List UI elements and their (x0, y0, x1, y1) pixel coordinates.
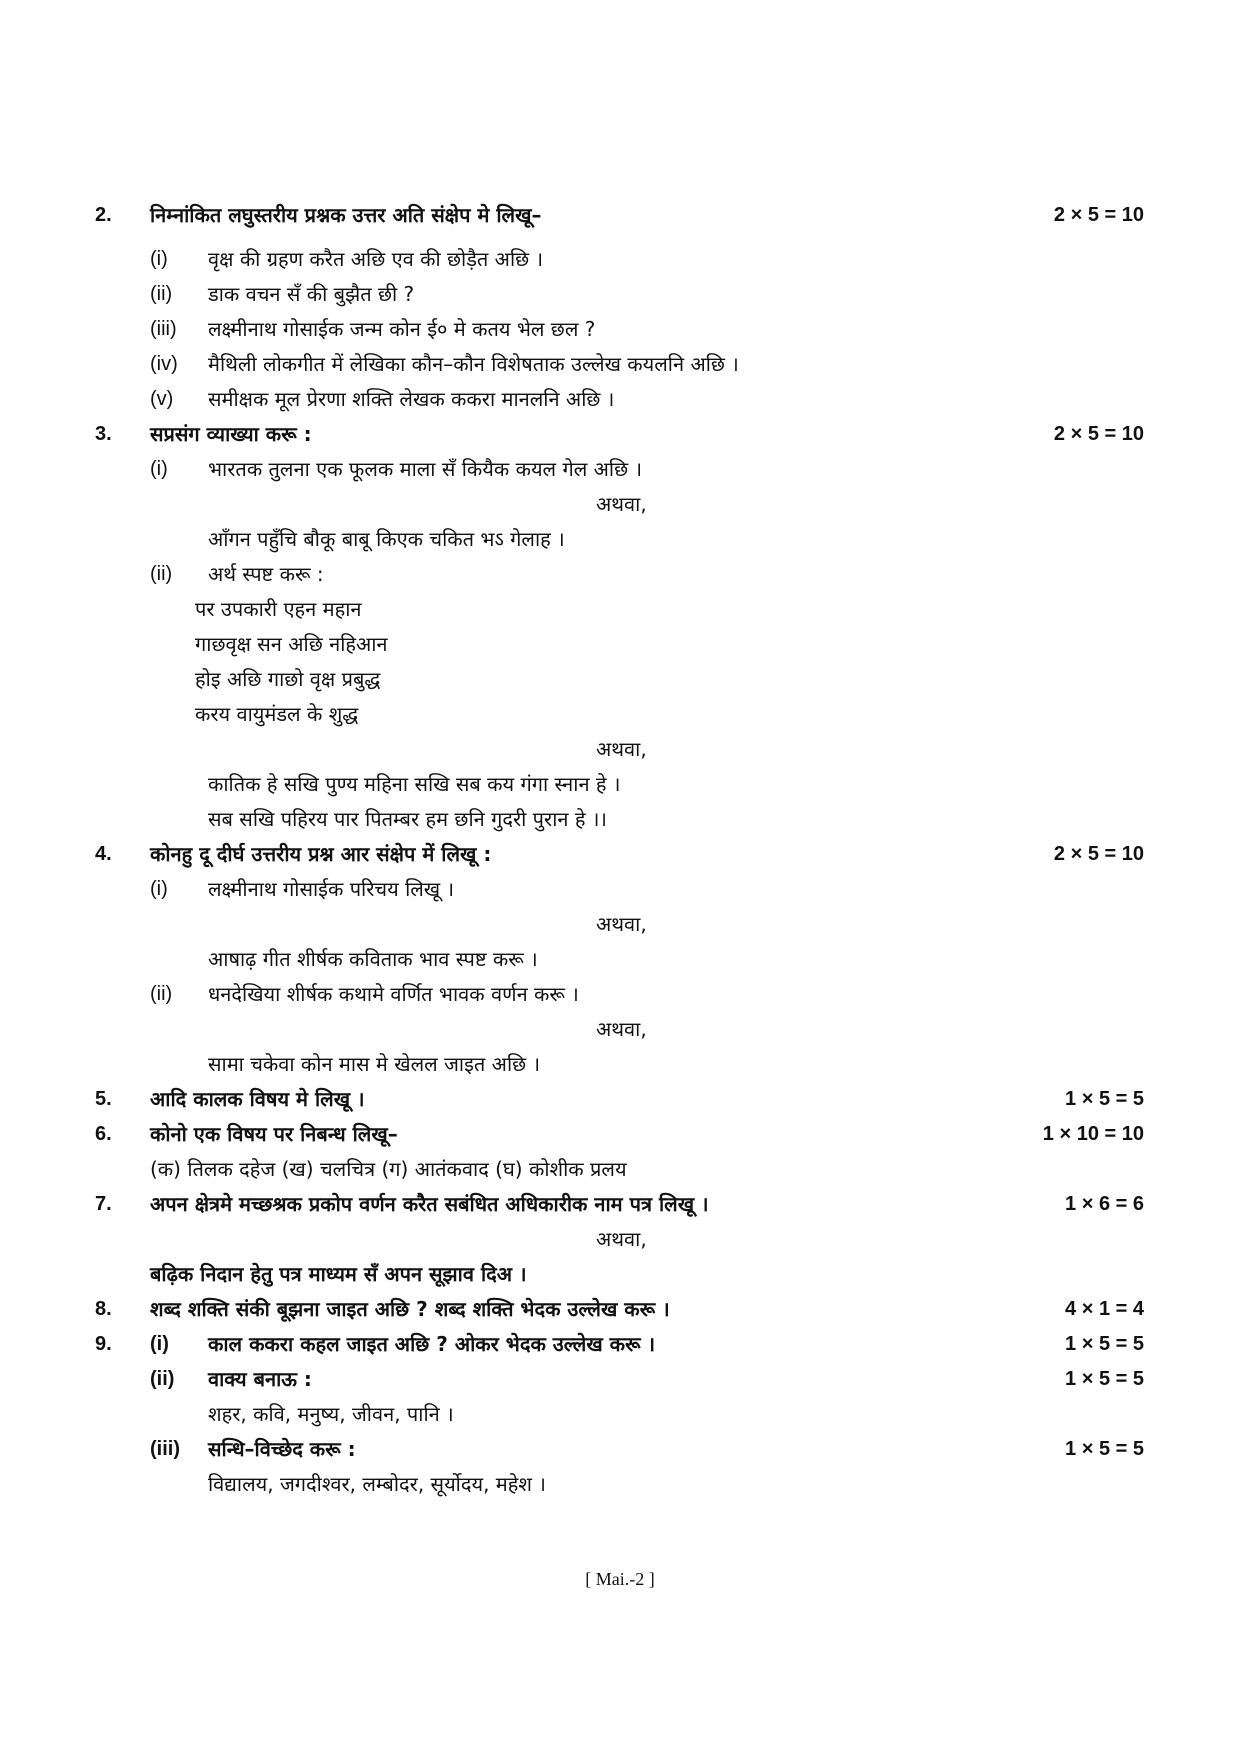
q6-options (0, 1153, 1240, 1185)
poem-line (0, 698, 1240, 730)
q3-ii-text: अर्थ स्पष्ट करू : (208, 562, 324, 586)
q3-i-text: भारतक तुलना एक फूलक माला सँ कियैक कयल गेल अछि । (208, 457, 643, 481)
q4-ii-alternative (0, 1048, 1240, 1080)
q3-i-alt-text: आँगन पहुँचि बौकू बाबू किएक चकित भऽ गेलाह । (208, 527, 565, 551)
q4-i-alt-text: आषाढ़ गीत शीर्षक कविताक भाव स्पष्ट करू । (208, 947, 538, 971)
q2-item-label: (iv) (150, 353, 178, 375)
q2-item (0, 383, 1240, 415)
poem-line-text: होइ अछि गाछो वृक्ष प्रबुद्ध (195, 667, 381, 691)
poem-line (0, 663, 1240, 695)
q3-title: सप्रसंग व्याख्या करू : (150, 422, 312, 446)
q2-item (0, 278, 1240, 310)
q9-ii-words-text: शहर, कवि, मनुष्य, जीवन, पानि । (208, 1402, 454, 1426)
q9-i-title: काल ककरा कहल जाइत अछि ? ओकर भेदक उल्लेख करू । (208, 1332, 656, 1356)
q3-i-alternative (0, 523, 1240, 555)
poem-line-text: करय वायुमंडल के शुद्ध (195, 702, 359, 726)
q3-header (0, 418, 1240, 450)
q2-item-label: (i) (150, 248, 168, 270)
q2-number: 2. (95, 204, 112, 226)
or-text: अथवा, (596, 1227, 647, 1251)
q4-i-alternative (0, 943, 1240, 975)
poem-line (0, 628, 1240, 660)
q8-header (0, 1293, 1240, 1325)
or-text: अथवा, (596, 912, 647, 936)
q4-i-text: लक्ष्मीनाथ गोसाईक परिचय लिखू । (208, 877, 455, 901)
q2-item-text: वृक्ष की ग्रहण करैत अछि एव की छोड़ैत अछि । (208, 247, 544, 271)
q2-header (0, 199, 1240, 231)
q7-header (0, 1188, 1240, 1220)
q2-item-label: (ii) (150, 283, 173, 305)
or-divider (0, 1013, 1240, 1045)
q4-part-i (0, 873, 1240, 905)
page-footer: [ Mai.-2 ] (585, 1569, 655, 1589)
q9-iii-label: (iii) (150, 1438, 180, 1460)
q8-title: शब्द शक्ति संकी बूझना जाइत अछि ? शब्द शक्ति भेदक उल्लेख करू । (150, 1297, 670, 1321)
q4-i-label: (i) (150, 878, 168, 900)
q4-ii-text: धनदेखिया शीर्षक कथामे वर्णित भावक वर्णन करू । (208, 982, 579, 1006)
q7-alt-text: बढ़िक निदान हेतु पत्र माध्यम सँ अपन सूझाव दिअ । (150, 1262, 527, 1286)
q2-item (0, 313, 1240, 345)
q5-marks: 1 × 5 = 5 (1065, 1088, 1144, 1110)
q9-ii-label: (ii) (150, 1368, 175, 1390)
q9-part-iii (0, 1433, 1240, 1465)
q3-i-label: (i) (150, 458, 168, 480)
q3-marks: 2 × 5 = 10 (1053, 423, 1144, 445)
q2-item (0, 348, 1240, 380)
q2-item (0, 243, 1240, 275)
q4-ii-alt-text: सामा चकेवा कोन मास मे खेलल जाइत अछि । (208, 1052, 541, 1076)
q9-number: 9. (95, 1333, 112, 1355)
q7-title: अपन क्षेत्रमे मच्छश्रक प्रकोप वर्णन करैत सबंधित अधिकारीक नाम पत्र लिखू । (150, 1192, 709, 1216)
q9-ii-title: वाक्य बनाऊ : (208, 1367, 312, 1391)
q8-marks: 4 × 1 = 4 (1065, 1298, 1144, 1320)
q9-i-marks: 1 × 5 = 5 (1065, 1333, 1144, 1355)
q7-alternative (0, 1258, 1240, 1290)
poem-line (0, 593, 1240, 625)
q4-part-ii (0, 978, 1240, 1010)
q4-ii-label: (ii) (150, 983, 173, 1005)
q2-item-text: लक्ष्मीनाथ गोसाईक जन्म कोन ई० मे कतय भेल छल ? (208, 317, 596, 341)
q7-marks: 1 × 6 = 6 (1065, 1193, 1144, 1215)
q3-number: 3. (95, 423, 112, 445)
q6-number: 6. (95, 1123, 112, 1145)
q2-title: निम्नांकित लघुस्तरीय प्रश्नक उत्तर अति संक्षेप मे लिखू– (150, 203, 542, 227)
q2-item-label: (v) (150, 388, 174, 410)
poem-line-text: गाछवृक्ष सन अछि नहिआन (195, 632, 388, 656)
q9-iii-words (0, 1468, 1240, 1500)
q4-title: कोनहु दू दीर्घ उत्तरीय प्रश्न आर संक्षेप में लिखू : (150, 842, 492, 866)
q5-number: 5. (95, 1088, 112, 1110)
q3-part-i (0, 453, 1240, 485)
q9-iii-words-text: विद्यालय, जगदीश्वर, लम्बोदर, सूर्योदय, महेश । (208, 1472, 546, 1496)
q9-i-label: (i) (150, 1333, 169, 1355)
q6-options-text: (क) तिलक दहेज (ख) चलचित्र (ग) आतंकवाद (घ) कोशीक प्रलय (150, 1157, 627, 1181)
q2-marks: 2 × 5 = 10 (1053, 204, 1144, 226)
or-text: अथवा, (596, 1017, 647, 1041)
q3-ii-label: (ii) (150, 563, 173, 585)
q9-iii-title: सन्धि–विच्छेद करू : (208, 1437, 356, 1461)
q6-header (0, 1118, 1240, 1150)
q9-ii-marks: 1 × 5 = 5 (1065, 1368, 1144, 1390)
or-text: अथवा, (596, 737, 647, 761)
q4-number: 4. (95, 843, 112, 865)
poem-line (0, 768, 1240, 800)
q7-number: 7. (95, 1193, 112, 1215)
poem-line (0, 803, 1240, 835)
q9-iii-marks: 1 × 5 = 5 (1065, 1438, 1144, 1460)
poem-line-text: पर उपकारी एहन महान (195, 597, 362, 621)
q4-marks: 2 × 5 = 10 (1053, 843, 1144, 865)
or-divider (0, 733, 1240, 765)
q9-ii-words (0, 1398, 1240, 1430)
q6-marks: 1 × 10 = 10 (1042, 1123, 1144, 1145)
poem-line-text: कातिक हे सखि पुण्य महिना सखि सब कय गंगा स्नान हे । (208, 772, 621, 796)
q2-item-label: (iii) (150, 318, 177, 340)
poem-line-text: सब सखि पहिरय पार पितम्बर हम छनि गुदरी पुरान हे ।। (208, 807, 607, 831)
or-divider (0, 908, 1240, 940)
or-text: अथवा, (596, 492, 647, 516)
q6-title: कोनो एक विषय पर निबन्ध लिखू– (150, 1122, 398, 1146)
q2-item-text: मैथिली लोकगीत में लेखिका कौन–कौन विशेषताक उल्लेख कयलनि अछि । (208, 352, 739, 376)
q9-part-i (0, 1328, 1240, 1360)
q8-number: 8. (95, 1298, 112, 1320)
q9-part-ii (0, 1363, 1240, 1395)
q2-item-text: डाक वचन सँ की बुझैत छी ? (208, 282, 415, 306)
q4-header (0, 838, 1240, 870)
q2-item-text: समीक्षक मूल प्रेरणा शक्ति लेखक ककरा मानलनि अछि । (208, 387, 615, 411)
or-divider (0, 1223, 1240, 1255)
or-divider (0, 488, 1240, 520)
q3-part-ii (0, 558, 1240, 590)
q5-header (0, 1083, 1240, 1115)
q5-title: आदि कालक विषय मे लिखू । (150, 1087, 365, 1111)
